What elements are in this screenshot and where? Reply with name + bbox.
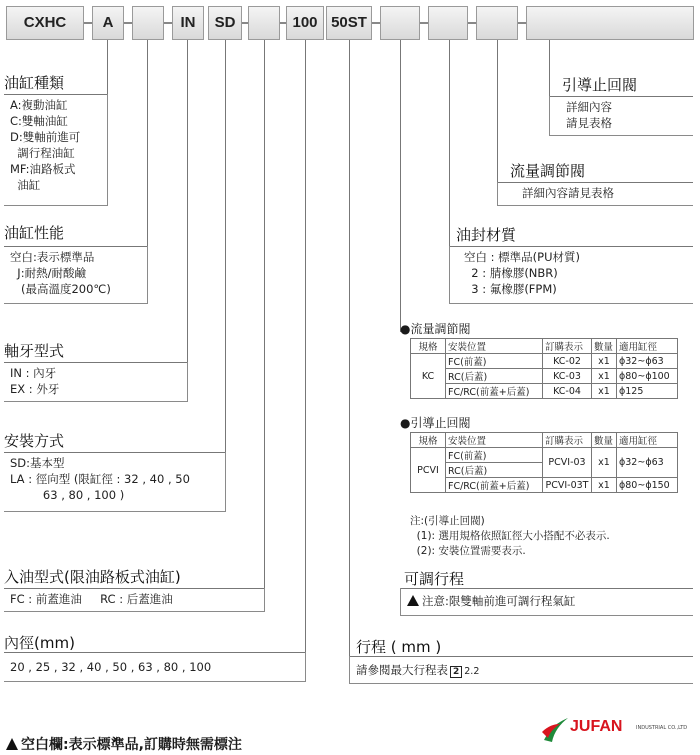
logo-name: JUFAN [570,718,623,735]
separator-dash [468,22,476,24]
thread-options [4,362,188,402]
adjustable-stroke-note-text: 注意:限雙軸前進可調行程氣缸 [422,594,576,608]
code-box-flow-control [476,6,518,40]
bore-cell: ϕ32~ϕ63 [617,448,678,478]
connector-line [349,40,350,656]
code-box-series: CXHC [6,6,84,40]
table-header: 適用缸徑 [617,433,678,448]
table-row [411,384,678,399]
connector-line [305,40,306,652]
option-line: 調行程油缸 [10,146,75,160]
code-cell: KC-02 [543,354,592,369]
note-line: (1): 選用規格依照缸徑大小搭配不必表示. [410,530,610,542]
separator-dash [164,22,172,24]
stroke-note [349,656,693,684]
company-logo [540,714,696,746]
warning-icon [6,738,18,750]
bore-cell: ϕ80~ϕ100 [617,369,678,384]
table-row [411,448,678,463]
note-line: 注:(引導止回閥) [410,515,485,527]
table-header: 安裝位置 [446,433,543,448]
footer-note [6,734,242,754]
spec-cell: KC [411,354,446,399]
position-cell: FC/RC(前蓋+后蓋) [446,384,543,399]
option-line: 20 , 25 , 32 , 40 , 50 , 63 , 80 , 100 [10,660,212,674]
stroke-note-text: 請參閱最大行程表 [356,663,448,677]
option-line: J:耐熱/耐酸鹼 [10,266,86,280]
ref-suffix: 2.2 [464,666,480,677]
connector-line [497,40,498,182]
option-line: 3 : 氟橡膠(FPM) [464,282,557,296]
separator-dash [124,22,132,24]
code-cell: KC-03 [543,369,592,384]
pilot-check-options [549,96,693,136]
option-line: (最高溫度200℃) [10,282,111,296]
option-line: 詳細內容 [566,100,612,114]
mounting-title: 安裝方式 [4,432,65,450]
option-line: 2 : 腈橡膠(NBR) [464,266,558,280]
code-box-mounting: SD [208,6,242,40]
option-line: 空白:表示標準品 [10,250,95,264]
option-line: 詳細內容請見表格 [522,186,614,200]
option-line: MF:油路板式 [10,162,76,176]
code-box-stroke: 50ST [326,6,372,40]
code-box-seal [428,6,468,40]
performance-title: 油缸性能 [4,224,65,242]
option-line: 請見表格 [566,116,612,130]
option-line: 63 , 80 , 100 ) [10,488,125,502]
seal-title: 油封材質 [456,226,517,244]
spec-cell: PCVI [411,448,446,493]
code-box-oil-inlet [248,6,280,40]
position-cell: RC(后蓋) [446,369,543,384]
option-line: 油缸 [10,178,41,192]
connector-line [147,40,148,246]
seal-options [449,246,693,304]
flow-control-options [497,182,693,206]
pilot-check-title: 引導止回閥 [562,76,638,94]
option-line: 空白 : 標準品(PU材質) [464,250,581,264]
code-box-adjustable-stroke [380,6,420,40]
separator-dash [420,22,428,24]
connector-line [549,40,550,96]
pilot-check-table [410,432,678,493]
qty-cell: x1 [592,448,617,478]
separator-dash [372,22,380,24]
connector-line [400,40,401,332]
option-line: D:雙軸前進可 [10,130,81,144]
code-cell: KC-04 [543,384,592,399]
table-header: 數量 [592,433,617,448]
separator-dash [518,22,526,24]
position-cell: FC(前蓋) [446,448,543,463]
code-box-bore: 100 [286,6,324,40]
flow-table-title: ●流量調節閥 [400,322,471,336]
code-box-thread: IN [172,6,204,40]
cylinder-type-title: 油缸種類 [4,74,65,92]
separator-dash [84,22,92,24]
adjustable-stroke-title: 可調行程 [404,570,465,588]
logo-mark-icon [540,714,570,744]
thread-title: 軸牙型式 [4,342,65,360]
table-header: 訂購表示 [543,339,592,354]
stroke-title: 行程 ( mm ) [356,638,442,656]
table-header: 訂購表示 [543,433,592,448]
table-header: 規格 [411,433,446,448]
warning-icon [407,595,419,606]
table-header: 規格 [411,339,446,354]
table-row [411,369,678,384]
option-line: A:複動油缸 [10,98,68,112]
table-header: 數量 [592,339,617,354]
cylinder-type-options [4,94,108,206]
table-header: 安裝位置 [446,339,543,354]
table-row [411,478,678,493]
option-line: IN : 內牙 [10,366,57,380]
flow-control-title: 流量調節閥 [510,162,586,180]
bore-title: 內徑(mm) [4,634,75,652]
mounting-options [4,452,226,512]
connector-line [225,40,226,454]
notes-block [410,514,610,559]
ref-box: 2 [450,666,462,678]
qty-cell: x1 [592,369,617,384]
note-line: (2): 安裝位置需要表示. [410,545,526,557]
oil-inlet-title: 入油型式(限油路板式油缸) [4,568,181,586]
code-cell: PCVI-03T [543,478,592,493]
bore-options [4,652,306,682]
qty-cell: x1 [592,384,617,399]
option-line: LA : 徑向型 (限缸徑 : 32 , 40 , 50 [10,472,190,486]
connector-line [449,40,450,246]
position-cell: FC(前蓋) [446,354,543,369]
check-table-title: ●引導止回閥 [400,416,471,430]
logo-subtitle: INDUSTRIAL CO.,LTD [636,725,688,731]
table-header: 適用缸徑 [617,339,678,354]
qty-cell: x1 [592,354,617,369]
qty-cell: x1 [592,478,617,493]
bore-cell: ϕ125 [617,384,678,399]
code-box-cylinder-type: A [92,6,124,40]
table-row [411,354,678,369]
adjustable-stroke-note [400,588,693,616]
bore-cell: ϕ32~ϕ63 [617,354,678,369]
option-line: EX : 外牙 [10,382,60,396]
position-cell: FC/RC(前蓋+后蓋) [446,478,543,493]
footer-note-text: 空白欄:表示標準品,訂購時無需標注 [21,737,242,753]
oil-inlet-options [4,588,265,612]
code-box-performance [132,6,164,40]
code-box-pilot-check [526,6,694,40]
option-line: FC : 前蓋進油 RC : 后蓋進油 [10,592,173,606]
bore-cell: ϕ80~ϕ150 [617,478,678,493]
position-cell: RC(后蓋) [446,463,543,478]
flow-control-table [410,338,678,399]
performance-options [4,246,148,304]
option-line: SD:基本型 [10,456,65,470]
connector-line [187,40,188,368]
code-cell: PCVI-03 [543,448,592,478]
option-line: C:雙軸油缸 [10,114,68,128]
connector-line [264,40,265,588]
